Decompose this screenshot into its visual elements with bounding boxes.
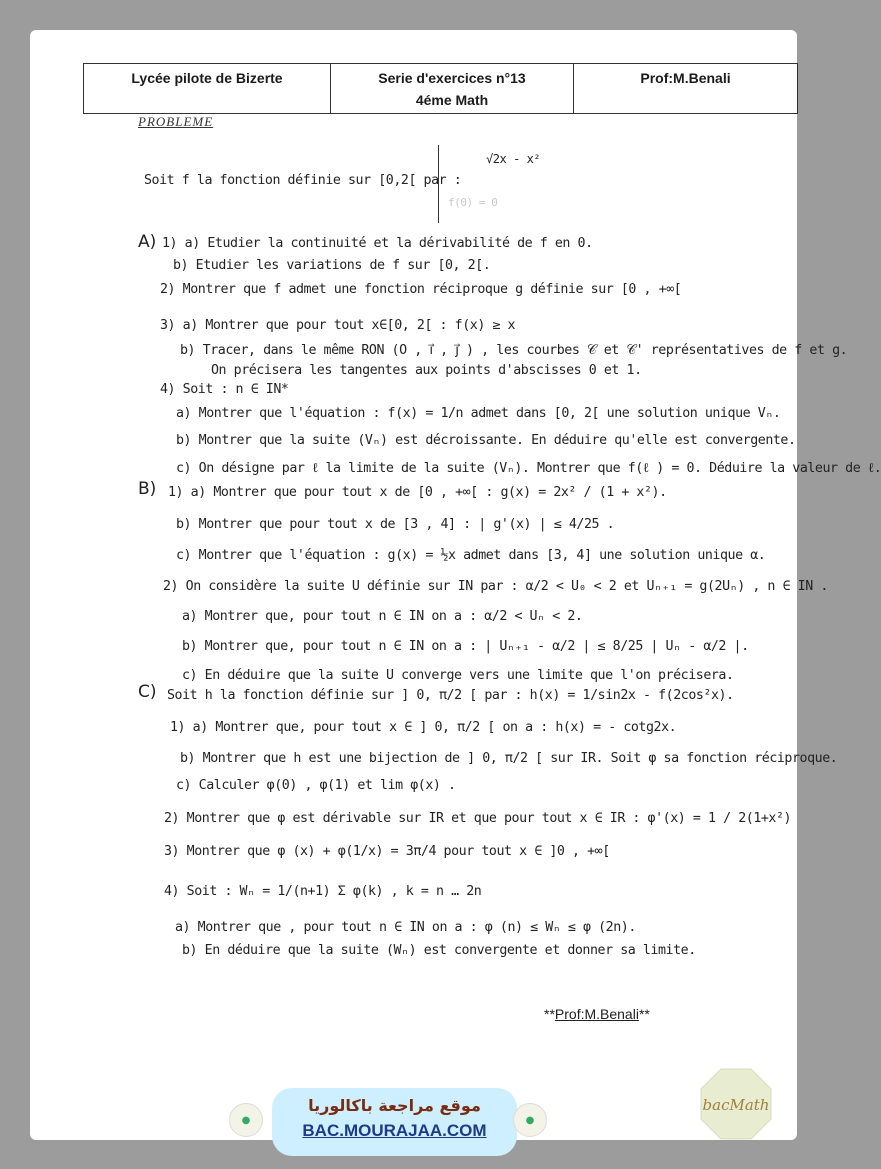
prof-name: Prof:M.Benali: [640, 70, 731, 86]
line-b2c: c) En déduire que la suite U converge vers une limite que l'on précisera.: [182, 668, 734, 683]
line-b2b: b) Montrer que, pour tout n ∈ IN on a : | Uₙ₊₁ - α/2 | ≤ 8/25 | Uₙ - α/2 |.: [182, 639, 749, 654]
signature-stars-left: **: [544, 1006, 555, 1022]
section-a-label: A): [138, 232, 157, 252]
line-a4c: c) On désigne par ℓ la limite de la suite (Vₙ). Montrer que f(ℓ ) = 0. Déduire la valeur de ℓ.: [176, 461, 881, 476]
piecewise-brace: [438, 145, 453, 223]
header-school-cell: [84, 64, 331, 113]
series-title: Serie d'exercices n°13: [378, 70, 526, 86]
right-badge-icon: ●: [513, 1103, 547, 1137]
class-level: 4éme Math: [415, 92, 489, 108]
site-banner[interactable]: [272, 1088, 517, 1156]
banner-arabic-title: موقع مراجعة باكالوريا: [308, 1096, 481, 1115]
section-b-label: B): [138, 479, 157, 499]
line-a3c: On précisera les tangentes aux points d'abscisses 0 et 1.: [211, 363, 642, 378]
line-c4b: b) En déduire que la suite (Wₙ) est convergente et donner sa limite.: [182, 943, 696, 958]
line-c1b: b) Montrer que h est une bijection de ] 0, π/2 [ sur IR. Soit φ sa fonction réciproque.: [180, 751, 838, 766]
line-c1c: c) Calculer φ(0) , φ(1) et lim φ(x) .: [176, 778, 456, 793]
line-c0: Soit h la fonction définie sur ] 0, π/2 [ par : h(x) = 1/sin2x - f(2cos²x).: [167, 688, 734, 703]
line-a2: 2) Montrer que f admet une fonction réciproque g définie sur [0 , +∞[: [160, 282, 682, 297]
line-c4a: a) Montrer que , pour tout n ∈ IN on a : φ (n) ≤ Wₙ ≤ φ (2n).: [175, 920, 636, 935]
left-badge-icon: ●: [229, 1103, 263, 1137]
header-table: [83, 63, 798, 114]
line-b2: 2) On considère la suite U définie sur IN par : α/2 < U₀ < 2 et Uₙ₊₁ = g(2Uₙ) , n ∈ IN .: [163, 579, 828, 594]
logo-text: bacMath: [702, 1096, 770, 1114]
piecewise-case-2: f(0) = 0: [448, 196, 498, 209]
line-b1a: 1) a) Montrer que pour tout x de [0 , +∞[ : g(x) = 2x² / (1 + x²).: [168, 485, 667, 500]
line-a4: 4) Soit : n ∈ IN*: [160, 382, 289, 397]
line-a1a: 1) a) Etudier la continuité et la dérivabilité de f en 0.: [162, 236, 593, 251]
line-a4b: b) Montrer que la suite (Vₙ) est décroissante. En déduire qu'elle est convergente.: [176, 433, 796, 448]
signature-name: Prof:M.Benali: [554, 1006, 639, 1022]
banner-url-link[interactable]: BAC.MOURAJAA.COM: [302, 1121, 487, 1140]
line-c1a: 1) a) Montrer que, pour tout x ∈ ] 0, π/2 [ on a : h(x) = - cotg2x.: [170, 720, 677, 735]
line-b2a: a) Montrer que, pour tout n ∈ IN on a : α/2 < Uₙ < 2.: [182, 609, 583, 624]
bacmath-logo: [699, 1067, 773, 1141]
line-b1c: c) Montrer que l'équation : g(x) = ½x admet dans [3, 4] une solution unique α.: [176, 548, 766, 563]
exercise-sheet: [30, 30, 881, 1140]
line-a3a: 3) a) Montrer que pour tout x∈[0, 2[ : f(x) ≥ x: [160, 318, 516, 333]
signature: [544, 1006, 650, 1022]
section-c-label: C): [138, 682, 157, 702]
header-prof-cell: [574, 64, 797, 113]
line-c2: 2) Montrer que φ est dérivable sur IR et que pour tout x ∈ IR : φ'(x) = 1 / 2(1+x²): [164, 811, 792, 826]
header-series-cell: [331, 64, 574, 113]
line-c3: 3) Montrer que φ (x) + φ(1/x) = 3π/4 pour tout x ∈ ]0 , +∞[: [164, 844, 610, 859]
line-a1b: b) Etudier les variations de f sur [0, 2[.: [173, 258, 491, 273]
signature-stars-right: **: [638, 1006, 650, 1022]
intro-text: Soit f la fonction définie sur [0,2[ par :: [144, 173, 462, 188]
line-a3b: b) Tracer, dans le même RON (O , i⃗ , j⃗ ) , les courbes 𝒞 et 𝒞' représentatives de f et g.: [180, 343, 848, 358]
problem-title: PROBLEME: [138, 114, 214, 129]
line-c4: 4) Soit : Wₙ = 1/(n+1) Σ φ(k) , k = n … 2n: [164, 884, 482, 899]
line-b1b: b) Montrer que pour tout x de [3 , 4] : | g'(x) | ≤ 4/25 .: [176, 517, 615, 532]
school-name: Lycée pilote de Bizerte: [131, 70, 283, 86]
piecewise-case-1: √2x - x²: [486, 152, 541, 166]
line-a4a: a) Montrer que l'équation : f(x) = 1/n admet dans [0, 2[ une solution unique Vₙ.: [176, 406, 781, 421]
